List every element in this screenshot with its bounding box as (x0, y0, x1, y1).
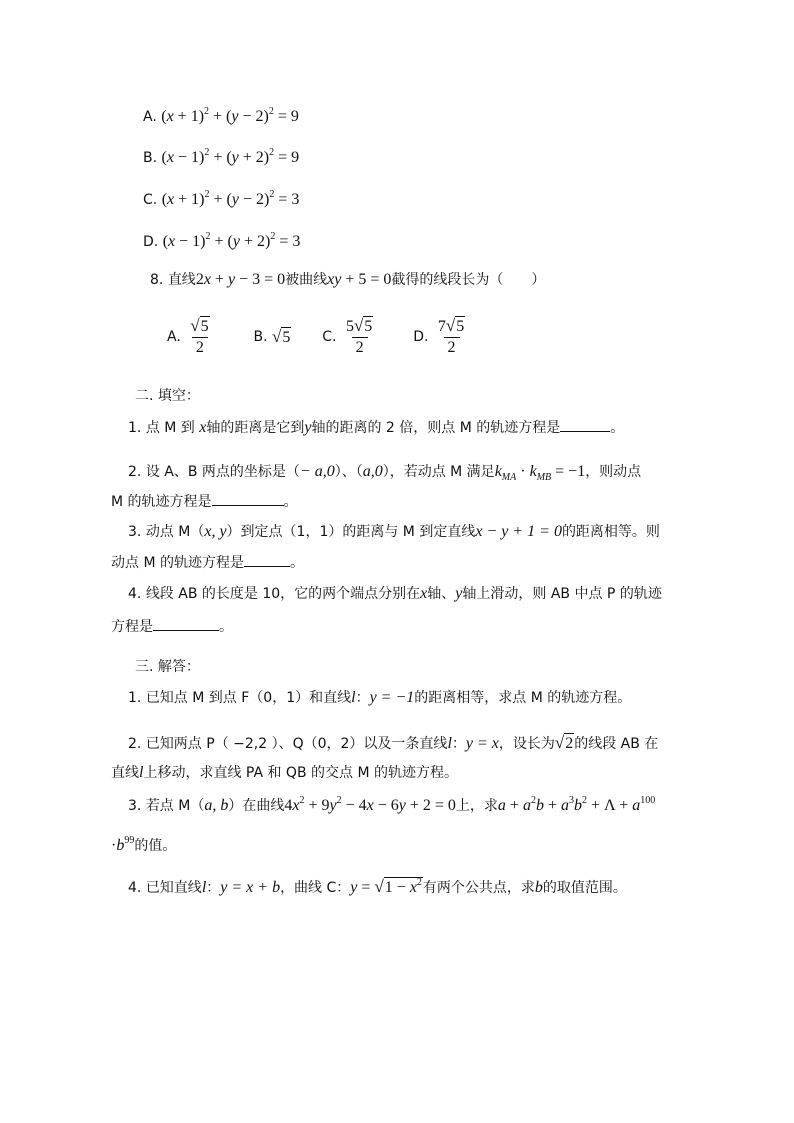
question-text: 线段 AB 的长度是 10，它的两个端点分别在 (145, 586, 421, 602)
option-label: D. (143, 234, 159, 250)
denominator: 2 (352, 337, 368, 358)
question-number: 2. (128, 464, 142, 480)
question-text: 上移动，求直线 PA 和 QB 的交点 M 的轨迹方程。 (143, 765, 458, 781)
variable: l (201, 879, 207, 896)
slope-condition: $k_{MA} \cdot k_{MB} = -1$ (494, 463, 586, 483)
answer-question-3-cont (111, 836, 176, 856)
question-number: 1. (128, 420, 142, 436)
question-text: ，曲线 C： (280, 880, 351, 896)
answer-question-2: 2. 已知两点 P（ −2,2 ）、Q（0，2）以及一条直线l：y = x，设长为 √ 2 的线段 AB 在 (128, 733, 659, 752)
sum-expression: $a + a^2b + a^3b^2 + \Lambda + a^{100}$ (497, 795, 656, 814)
question-text: ： (355, 690, 370, 706)
fraction: √ 5 2 (190, 316, 209, 356)
answer-question-4 (128, 877, 627, 898)
question-text: 的距离相等，求点 M 的轨迹方程。 (414, 690, 632, 706)
question-text: 轴上滑动，则 AB 中点 P 的轨迹 (462, 586, 662, 602)
option-a (167, 316, 219, 356)
question-number: 3. (128, 524, 142, 540)
line-equation: 2x + y − 3 = 0 (195, 271, 286, 288)
line-equation: y = x (465, 735, 499, 752)
question-text: 的值。 (134, 838, 177, 854)
question-text: 直线 (167, 272, 196, 288)
fill-question-1 (128, 417, 624, 438)
question-text: 的线段 AB 在 (574, 736, 659, 752)
answer-question-2-cont (111, 763, 458, 783)
option-label: A. (143, 109, 157, 125)
radicand: 5 (456, 318, 465, 335)
fill-question-2-cont (111, 491, 298, 512)
question-text: 动点 M 的轨迹方程是 (111, 555, 244, 571)
question-text: M 的轨迹方程是 (111, 494, 212, 510)
question-text: 已知两点 P（ −2,2 ）、Q（0，2）以及一条直线 (145, 736, 448, 752)
answer-question-1 (128, 688, 631, 708)
curve-equation: y = √ $1 - x^2$ (350, 877, 422, 896)
curve-equation: $4x^2 + 9y^2 - 4x - 6y + 2 = 0$ (284, 795, 456, 814)
question-text: 轴、 (427, 586, 456, 602)
option-equation: $(x + 1)^2 + (y - 2)^2 = 3$ (161, 189, 300, 208)
answer-blank[interactable] (212, 491, 284, 506)
point-coordinate: − a,0 (299, 463, 335, 480)
point-coordinate: a, b (204, 797, 229, 814)
question-text: ），若动点 M 满足 (382, 464, 495, 480)
question-text: 若点 M（ (145, 798, 205, 814)
question-number: 1. (128, 690, 142, 706)
question-text: 的取值范围。 (542, 880, 627, 896)
coefficient: 5 (345, 318, 354, 335)
equation-render: $(x + 1)^2 + (y - 2)^2 = 9$ (161, 106, 299, 125)
question-text: 轴的距离的 2 倍，则点 M 的轨迹方程是 (311, 420, 561, 436)
denominator: 2 (192, 337, 208, 358)
answer-blank[interactable] (560, 417, 610, 432)
section-title-fill-blank: 二. 填空： (135, 388, 200, 404)
question-text: 方程是 (111, 619, 153, 635)
point-coordinate: a,0 (362, 463, 383, 480)
question-number: 4. (128, 880, 142, 896)
question-text: 动点 M（ (145, 524, 205, 540)
coefficient: 7 (437, 318, 446, 335)
variable: l (351, 689, 356, 706)
option-label: C. (143, 192, 158, 208)
option-label: A. (167, 329, 181, 345)
question-text: ，则动点 (585, 464, 642, 480)
variable: l (139, 764, 144, 781)
question-text: ）在曲线 (228, 798, 285, 814)
sum-expression-tail: $\cdot b^{99}$ (111, 835, 135, 854)
question-text: 设 A、B 两点的坐标是（ (145, 464, 300, 480)
radicand: 5 (200, 318, 209, 335)
line-equation: y = −1 (369, 689, 415, 706)
option-label: C. (322, 329, 337, 345)
radicand: 2 (565, 735, 574, 752)
option-d (413, 316, 470, 356)
fraction: 5 √ 5 2 (345, 316, 373, 356)
question-number: 3. (128, 798, 142, 814)
variable: y (455, 585, 463, 602)
question-text: 被曲线 (285, 272, 328, 288)
punctuation: 。 (219, 619, 233, 635)
answer-blank[interactable] (244, 552, 290, 567)
question-text: 的距离相等。则 (561, 524, 660, 540)
question-8 (150, 270, 545, 290)
question-text: 截得的线段长为（ ） (391, 272, 546, 288)
question-text: ，设长为 (498, 736, 555, 752)
question-text: 已知直线 (145, 880, 202, 896)
variable: y (304, 419, 312, 436)
variable: x (420, 585, 428, 602)
option-label: D. (413, 329, 429, 345)
section-title-answer: 三. 解答： (135, 659, 200, 675)
option-b: B. √ 5 (253, 327, 291, 346)
variable: x (199, 419, 207, 436)
option-d (143, 232, 300, 252)
answer-question-3 (128, 796, 655, 816)
option-label: B. (143, 150, 158, 166)
option-a (143, 107, 299, 127)
question-text: 有两个公共点，求 (422, 880, 535, 896)
question-number: 4. (128, 586, 142, 602)
option-equation: $(x - 1)^2 + (y + 2)^2 = 3$ (162, 231, 301, 250)
punctuation: 。 (283, 494, 298, 510)
option-equation (161, 108, 299, 125)
question-number: 8. (150, 272, 164, 288)
punctuation: 。 (610, 420, 625, 436)
punctuation: 。 (289, 555, 304, 571)
variable: b (534, 879, 543, 896)
question-text: 直线 (111, 765, 139, 781)
fraction: 7 √ 5 2 (437, 316, 465, 356)
exponent: 100 (640, 795, 656, 806)
question-text: ）、（ (334, 464, 363, 480)
denominator: 2 (444, 337, 460, 358)
fill-question-4 (128, 584, 662, 604)
question-text: ）到定点（1，1）的距离与 M 到定直线 (226, 524, 476, 540)
question-text: ： (451, 736, 466, 752)
question-number: 2. (128, 736, 142, 752)
radicand: 5 (364, 318, 373, 335)
answer-blank[interactable] (153, 616, 219, 631)
point-coordinate: x, y (204, 523, 227, 540)
option-b (143, 148, 299, 168)
question-text: ： (206, 880, 221, 896)
fill-question-4-cont (111, 616, 233, 637)
q8-options (167, 316, 470, 358)
option-label: B. (253, 329, 268, 345)
condition-value: = −1 (555, 463, 586, 480)
variable: l (447, 735, 452, 752)
curve-equation: xy + 5 = 0 (327, 271, 392, 288)
option-c (322, 316, 382, 356)
fill-question-2 (128, 462, 641, 482)
option-equation: $(x - 1)^2 + (y + 2)^2 = 9$ (161, 147, 300, 166)
question-text: 点 M 到 (145, 420, 195, 436)
radicand: 5 (282, 329, 291, 346)
fill-question-3 (128, 522, 660, 542)
fill-question-3-cont (111, 552, 304, 573)
line-equation: x − y + 1 = 0 (475, 523, 562, 540)
option-c (143, 190, 299, 210)
question-text: 上，求 (455, 798, 498, 814)
question-text: 轴的距离是它到 (206, 420, 305, 436)
question-text: 已知点 M 到点 F（0，1）和直线 (145, 690, 352, 706)
exponent: 99 (124, 835, 135, 846)
line-equation: y = x + b (220, 879, 281, 896)
